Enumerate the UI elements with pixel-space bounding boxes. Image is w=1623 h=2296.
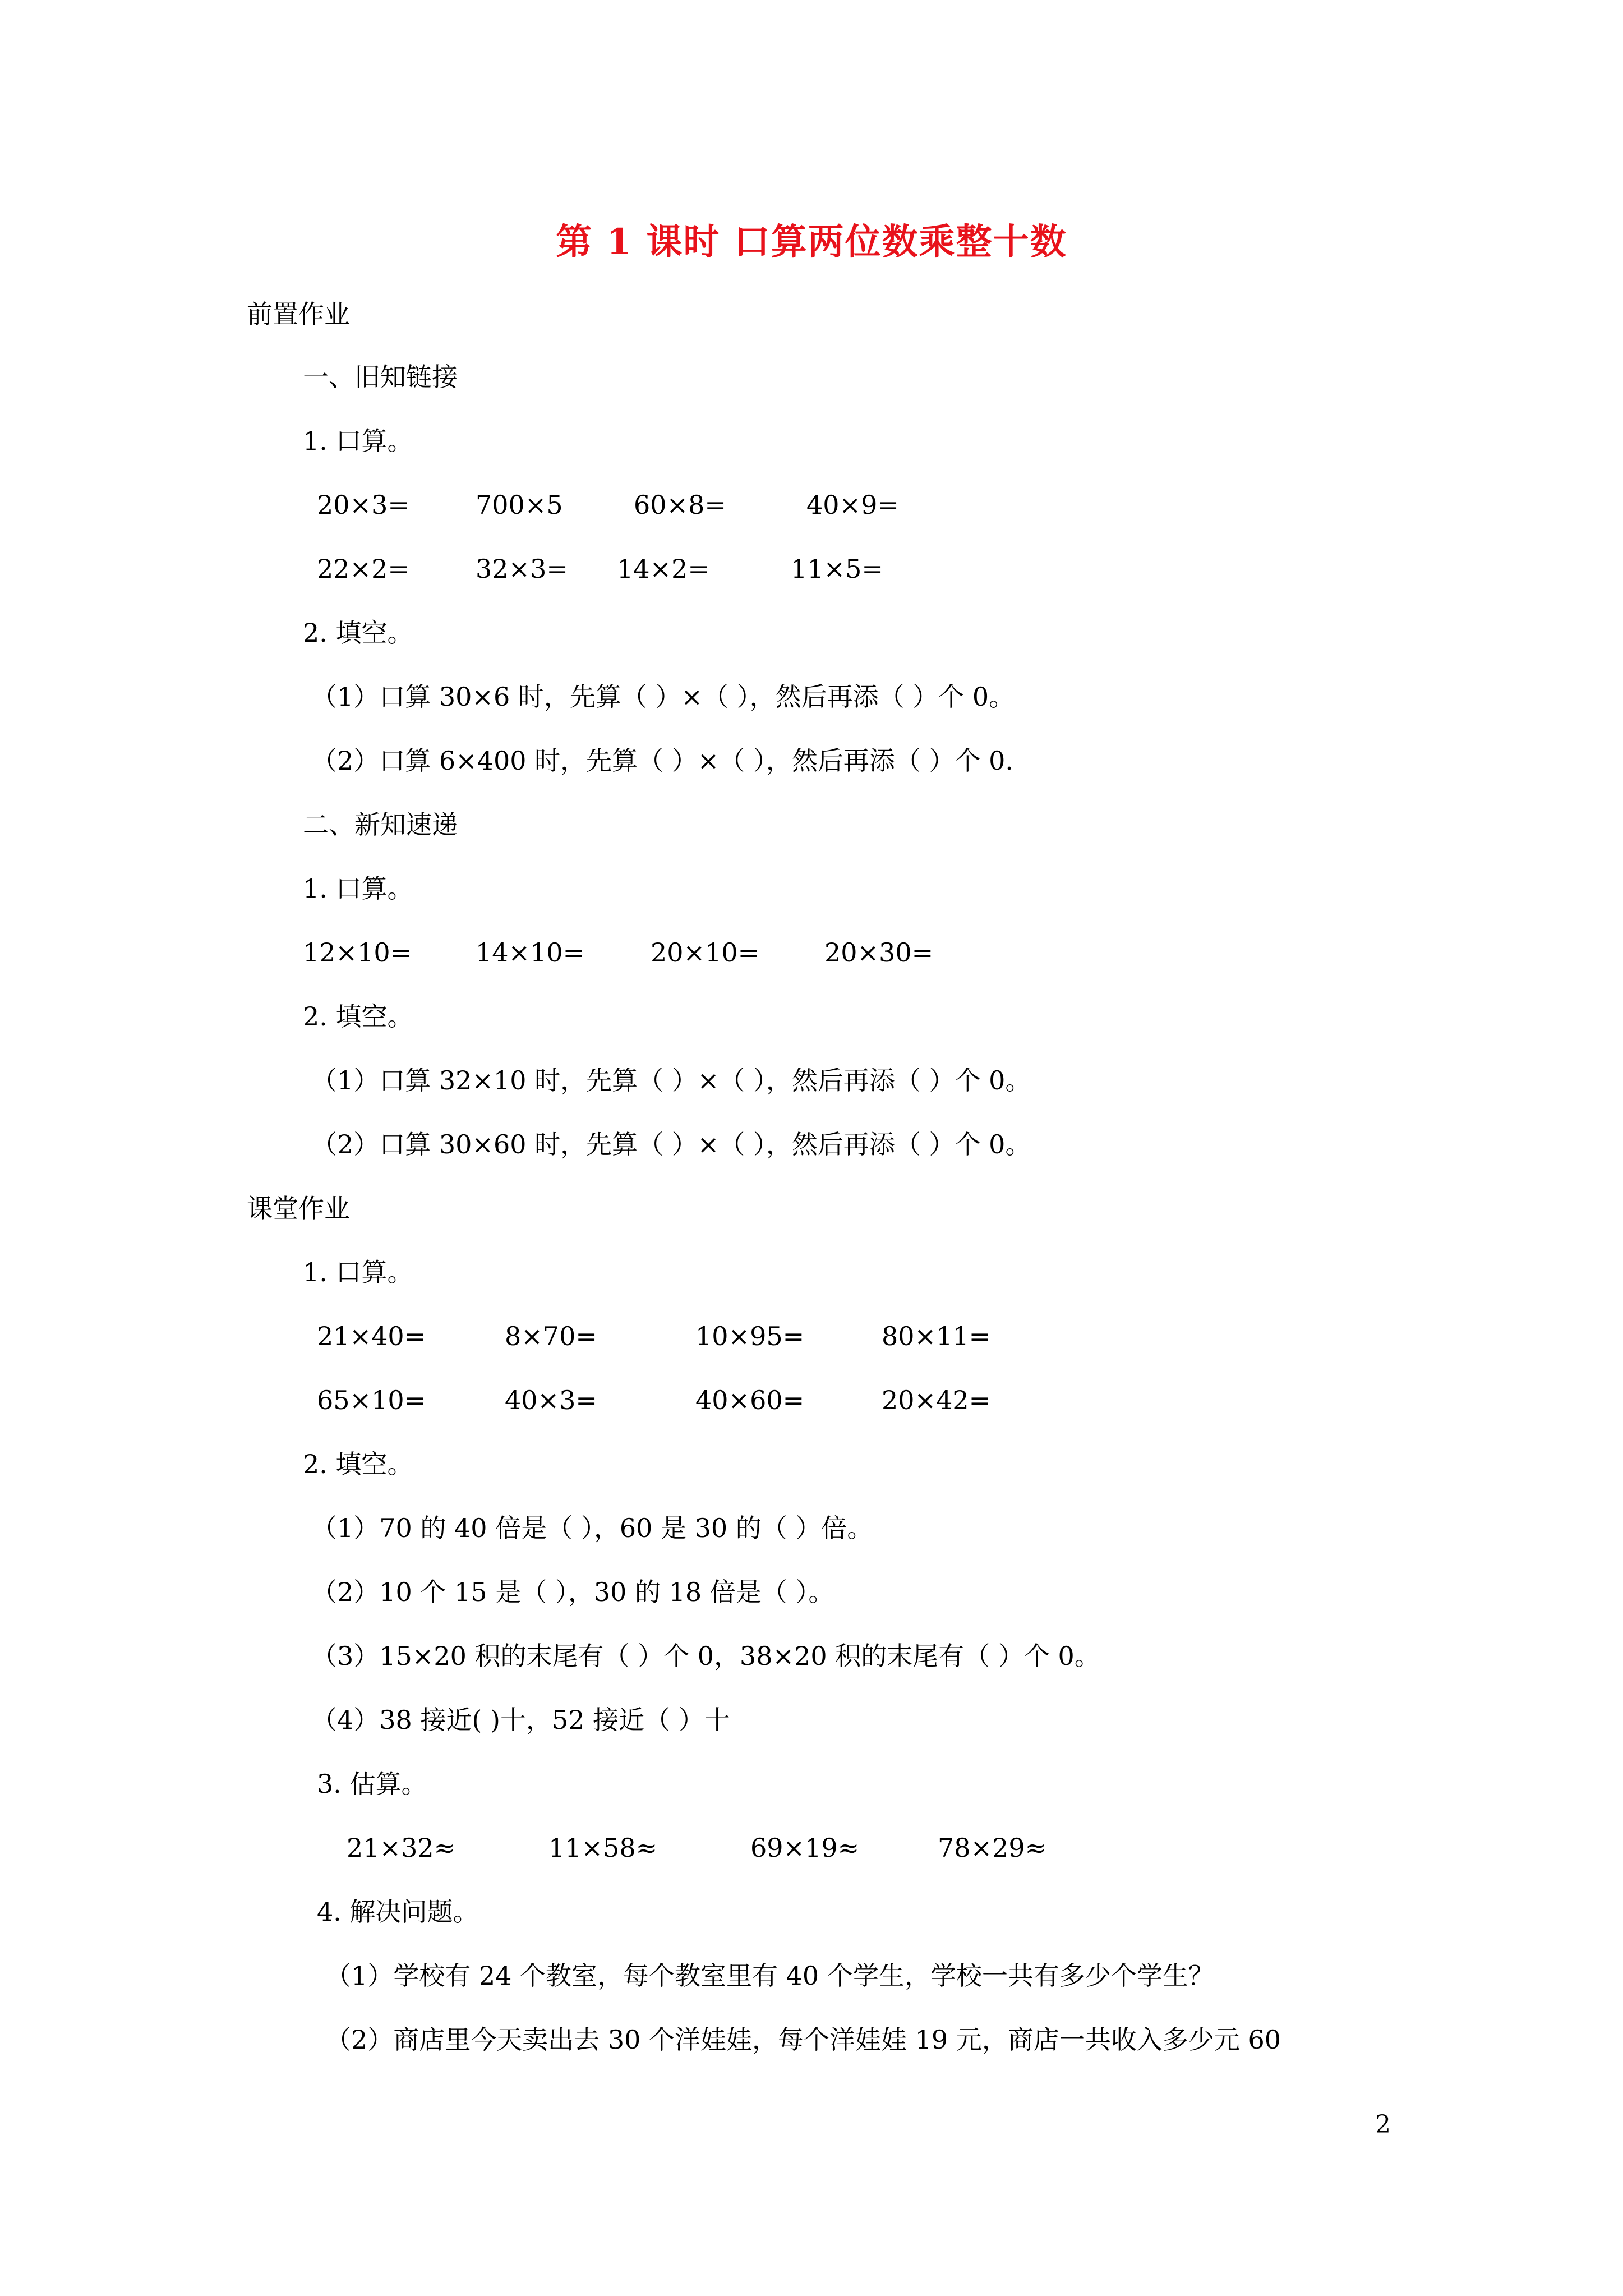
equation: 11×58≈ — [548, 1833, 658, 1863]
equation-row — [0, 1831, 1623, 1865]
fill-blank-item: （1）口算 32×10 时，先算（ ）×（ ），然后再添（ ）个 0。 — [311, 1065, 1031, 1096]
fill-blank-item: （2）口算 30×60 时，先算（ ）×（ ），然后再添（ ）个 0。 — [311, 1129, 1031, 1159]
equation: 8×70= — [505, 1321, 597, 1351]
fill-blank-item: （1）70 的 40 倍是（ ），60 是 30 的（ ）倍。 — [311, 1513, 873, 1543]
equation: 20×30= — [824, 937, 934, 968]
subsection-heading-2: 二、新知速递 — [303, 809, 458, 840]
equation-row — [0, 488, 1623, 522]
equation: 78×29≈ — [938, 1833, 1047, 1863]
word-problem: （1）学校有 24 个教室，每个教室里有 40 个学生，学校一共有多少个学生？ — [325, 1961, 1214, 1991]
equation: 80×11= — [882, 1321, 991, 1351]
equation: 10×95= — [695, 1321, 805, 1351]
fill-blank-item: （4）38 接近( )十，52 接近（ ）十 — [311, 1705, 730, 1735]
section-heading-class: 课堂作业 — [247, 1193, 350, 1223]
equation: 14×2= — [617, 554, 709, 584]
question-heading: 1. 口算。 — [303, 426, 413, 456]
equation: 60×8= — [634, 490, 726, 520]
question-heading: 2. 填空。 — [303, 618, 413, 648]
question-heading: 1. 口算。 — [303, 873, 413, 904]
equation: 40×9= — [806, 490, 899, 520]
equation: 65×10= — [317, 1385, 426, 1415]
fill-blank-item: （2）10 个 15 是（ ），30 的 18 倍是（ ）。 — [311, 1577, 834, 1607]
equation: 14×10= — [476, 937, 585, 968]
equation-row — [0, 936, 1623, 969]
equation: 22×2= — [317, 554, 409, 584]
equation: 20×10= — [651, 937, 760, 968]
question-heading: 2. 填空。 — [303, 1449, 413, 1479]
equation-row — [0, 1319, 1623, 1353]
fill-blank-item: （2）口算 6×400 时，先算（ ）×（ ），然后再添（ ）个 0. — [311, 746, 1014, 776]
question-heading: 3. 估算。 — [317, 1769, 427, 1799]
equation: 20×3= — [317, 490, 409, 520]
question-heading: 4. 解决问题。 — [317, 1897, 479, 1927]
equation: 69×19≈ — [750, 1833, 860, 1863]
equation-row — [0, 1383, 1623, 1417]
equation: 21×32≈ — [347, 1833, 456, 1863]
equation: 20×42= — [882, 1385, 991, 1415]
question-heading: 1. 口算。 — [303, 1257, 413, 1287]
equation: 21×40= — [317, 1321, 426, 1351]
subsection-heading-1: 一、旧知链接 — [303, 362, 458, 392]
equation: 12×10= — [303, 937, 412, 968]
fill-blank-item: （1）口算 30×6 时，先算（ ）×（ ），然后再添（ ）个 0。 — [311, 682, 1015, 712]
page-number: 2 — [1375, 2110, 1391, 2139]
equation: 32×3= — [476, 554, 568, 584]
equation-row — [0, 552, 1623, 586]
word-problem: （2）商店里今天卖出去 30 个洋娃娃，每个洋娃娃 19 元，商店一共收入多少元 60 — [325, 2024, 1281, 2055]
equation: 700×5 — [476, 490, 563, 520]
section-heading-pre: 前置作业 — [247, 299, 350, 329]
page-title: 第 1 课时 口算两位数乘整十数 — [556, 221, 1067, 263]
fill-blank-item: （3）15×20 积的末尾有（ ）个 0，38×20 积的末尾有（ ）个 0。 — [311, 1641, 1100, 1671]
equation: 40×3= — [505, 1385, 597, 1415]
equation: 11×5= — [791, 554, 883, 584]
equation: 40×60= — [695, 1385, 805, 1415]
question-heading: 2. 填空。 — [303, 1001, 413, 1032]
